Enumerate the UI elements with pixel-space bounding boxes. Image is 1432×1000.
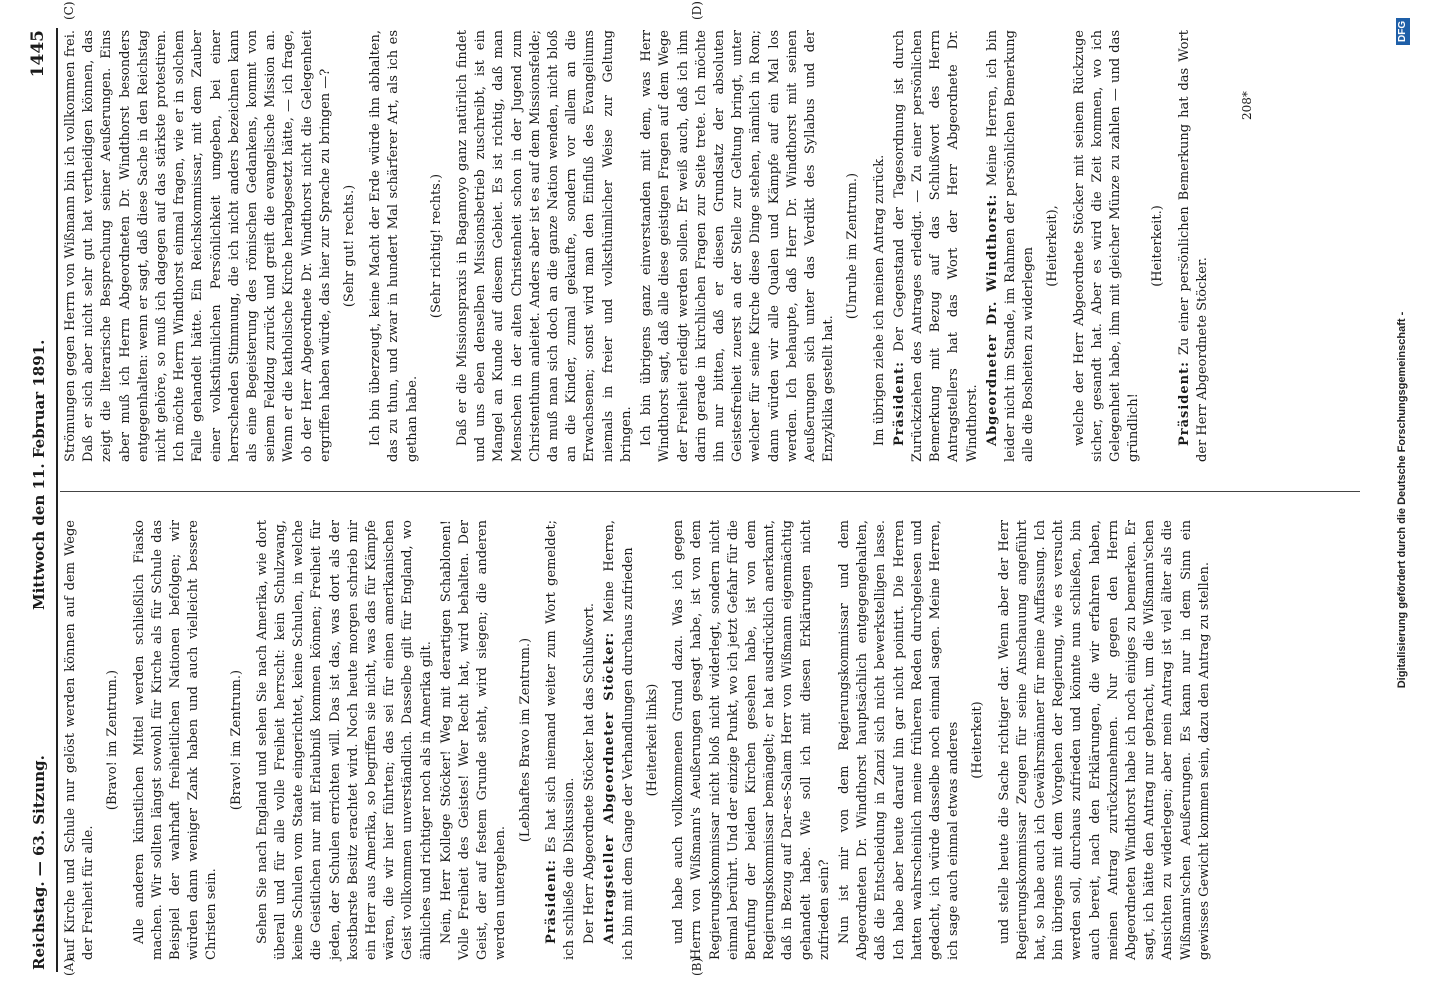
margin-marker-a: (A) <box>62 957 76 976</box>
speaker-paragraph <box>984 30 1039 462</box>
speaker-name: Präsident: <box>891 361 907 446</box>
paragraph: Nein, Herr Kollege Stöcker! Weg mit derartigen Schablonen! Volle Freiheit des Geistes! Wer Recht hat, wird behalten. Der Geist, der auf festem Grunde steht, wird siegen; die anderen werden untergehen. <box>438 520 509 960</box>
speaker-paragraph <box>601 520 637 960</box>
digitization-note-text: Digitalisierung gefördert durch die Deutsche Forschungsgemeinschaft - <box>1396 311 1408 689</box>
header-rule <box>56 28 58 972</box>
page-number: 1445 <box>28 30 48 78</box>
speech-text: Meine Herren, ich bin leider nicht im Stande, im Rahmen der persönlichen Bemerkung alle die Bosheiten zu widerlegen <box>984 29 1037 462</box>
interjection: (Sehr richtig! rechts.) <box>428 173 444 319</box>
speaker-paragraph <box>891 30 982 462</box>
paragraph: Strömungen gegen Herrn von Wißmann bin ich vollkommen frei. Daß er sich aber nicht sehr gut hat vertheidigen können, das zeigt die literarische Besprechung seiner Aeußerungen. Eins aber muß ich Herrn Abgeordneten Dr. Windthorst besonders entgegenhalten: wenn er sagt, daß diese Sache in den Reichstag nicht gehöre, so muß ich dagegen auf das stärkste protestiren. Ich möchte Herrn Windthorst einmal fragen, wie er in solchem Falle gehandelt hätte. Ein Reichskommissar, mit dem Zauber einer volksthümlichen Persönlichkeit umgeben, bei einer herrschenden Stimmung, die ich nicht anders bezeichnen kann als eine Begeisterung des römischen Gedankens, kommt von seinem Feldzug zurück und greift die evangelische Mission an. Wenn er die katholische Kirche herabgesetzt hätte, — ich frage, ob der Herr Abgeordnete Dr. Windthorst nicht die Gelegenheit ergriffen haben würde, das hier zur Sprache zu bringen —? <box>63 30 333 462</box>
speech-text: Der Gegenstand der Tagesordnung ist durch Zurückziehen des Antrages erledigt. — Zu einer persönlichen Bemerkung mit Bezug auf das Schlußwort des Herrn Antragstellers hat das Wort der Herr Abgeordnete Dr. Windthorst. <box>891 30 980 462</box>
page-code: 208* <box>1240 91 1254 120</box>
column-divider <box>60 491 1360 492</box>
interjection: (Bravo! im Zentrum.) <box>228 669 244 811</box>
interjection: (Heiterkeit), <box>1045 205 1061 287</box>
margin-marker-b: (B) <box>690 957 704 976</box>
interjection: (Sehr gut! rechts.) <box>342 184 358 308</box>
speaker-paragraph <box>543 520 579 960</box>
speaker-paragraph <box>1176 30 1212 462</box>
speaker-name: Antragsteller Abgeordneter Stöcker: <box>602 631 618 944</box>
interjection: (Heiterkeit links) <box>644 683 660 797</box>
header-date: Mittwoch den 11. Februar 1891. <box>30 339 48 610</box>
interjection: (Lebhaftes Bravo im Zentrum.) <box>517 637 533 843</box>
speaker-name: Präsident: <box>1176 361 1192 446</box>
speech-text: Meine Herren, ich bin mit dem Gange der Verhandlungen durchaus zufrieden <box>602 520 636 960</box>
paragraph: Der Herr Abgeordnete Stöcker hat das Schlußwort. <box>582 602 598 944</box>
interjection: (Bravo! im Zentrum.) <box>105 669 121 811</box>
dfg-logo: DFG <box>1396 18 1410 45</box>
interjection: (Heiterkeit) <box>970 701 986 779</box>
page-header <box>28 30 58 970</box>
left-column <box>62 520 1216 960</box>
right-column <box>62 30 1214 462</box>
speaker-name: Abgeordneter Dr. Windthorst: <box>984 193 1000 446</box>
paragraph: und stelle heute die Sache richtiger dar. Wenn aber der Herr Regierungskommissar Zeugen für seine Anschauung angeführt hat, so habe auch ich Gewährsmänner für meine Auffassung. Ich bin übrigens mit dem Vorgehen der Regierung, wie es versucht werden soll, durchaus zufrieden und könnte nun schließen, bin auch bereit, nach den Erklärungen, die wir erfahren haben, meinen Antrag zurückzunehmen. Nur gegen den Herrn Abgeordneten Windthorst habe ich noch einiges zu bemerken. Er sagt, ich hätte den Antrag nur gebracht, um die Wißmann'schen Ansichten zu widerlegen; aber mein Antrag ist viel älter als die Wißmann'schen Aeußerungen. Es kann nur in dem Sinn ein gewisses Gewicht kommen sein, dazu den Antrag zu stellen. <box>996 520 1212 960</box>
speech-text: Es hat sich niemand weiter zum Wort gemeldet; ich schließe die Diskussion. <box>543 520 578 960</box>
interjection: (Heiterkeit.) <box>1150 205 1166 287</box>
digitization-note <box>1396 0 1408 1000</box>
margin-marker-d: (D) <box>690 1 704 20</box>
paragraph: Ich bin überzeugt, keine Macht der Erde würde ihn abhalten, das zu thun, und zwar in hundert Mal schärferer Art, als ich es gethan habe. <box>368 30 420 462</box>
paragraph: Alle anderen künstlichen Mittel werden schließlich Fiasko machen. Wir sollten längst sowohl für Kirche als für Schule das Beispiel der wahrhaft freiheitlichen Nationen befolgen; wir würden dann weniger Zank haben und auch vielleicht bessere Christen sein. <box>131 520 220 960</box>
paragraph: Im übrigen ziehe ich meinen Antrag zurück. <box>871 154 887 446</box>
paragraph: Nun ist mir von dem Regierungskommissar und dem Abgeordneten Dr. Windthorst hauptsächlich entgegengehalten, daß die Entscheidung in Zanzi sich nicht bewerkstelligen lasse. Ich habe aber heute darauf hin gar nicht pointirt. Die Herren hatten wahrscheinlich meine früheren Reden durchgelesen und gedacht, ich würde dasselbe noch einmal sagen. Meine Herren, ich sage auch einmal etwas anderes <box>836 520 962 960</box>
paragraph: auf Kirche und Schule nur gelöst werden können auf dem Wege der Freiheit für alle. <box>63 520 97 960</box>
speaker-name: Präsident: <box>543 859 559 944</box>
paragraph: Daß er die Missionspraxis in Bagamoyo ganz natürlich findet und uns eben denselben Missionsbetrieb zuschreibt, ist ein Mangel an Kunde auf diesem Gebiet. Es ist richtig, daß man Menschen in der alten Christenheit schon in der Jugend zum Christenthum anleitet. Anders aber ist es auf dem Missionsfelde; da muß man sich doch an die ganze Nation wenden, nicht bloß an die Kinder, zumal gekaufte, sondern vor allem an die Erwachsenen; sonst wird man den Einfluß des Evangeliums niemals in freier und volksthümlicher Weise zur Geltung bringen. <box>455 30 634 462</box>
header-session: Reichstag. — 63. Sitzung. <box>30 755 48 970</box>
speech-text: Zu einer persönlichen Bemerkung hat das Wort der Herr Abgeordnete Stöcker. <box>1176 30 1210 462</box>
interjection: (Unruhe im Zentrum.) <box>845 172 861 320</box>
paragraph: Sehen Sie nach England und sehen Sie nach Amerika, wie dort überall und für alle volle Freiheit herrscht: kein Schulzwang, keine Schulen vom Staate eingerichtet, keine Schulen, in welche die Geistlichen nur mit Erlaubniß kommen können; Freiheit für jeden, der Schulen errichten will. Das ist das, was dort als der kostbarste Besitz erachtet wird. Noch heute morgen schrieb mir ein Herr aus Amerika, so begriffen sie nicht, was das für Kämpfe wären, die wir hier führten; das sei für einen amerikanischen Geist vollkommen unverständlich. Dasselbe gilt für England, wo ähnliches und richtiger noch als in Amerika gilt. <box>254 520 434 960</box>
paragraph: und habe auch vollkommenen Grund dazu. Was ich gegen Herrn von Wißmann's Aeußerungen gesagt habe, ist von dem Regierungskommissar nicht bloß nicht widerlegt, sondern nicht einmal berührt. Und der einzige Punkt, wo ich jetzt Gefahr für die Berufung der beiden Kirchen gesehen habe, ist von dem Regierungskommissar bemängelt; er hat ausdrücklich anerkannt, daß in Bezug auf Dar-es-Salam Herr von Wißmann eigenmächtig gehandelt habe. Wie soll ich mit diesen Erklärungen nicht zufrieden sein? <box>671 520 832 960</box>
paragraph: welche der Herr Abgeordnete Stöcker mit seinem Rückzuge sicher, gesandt hat. Aber es wird die Zeit kommen, wo ich Gelegenheit habe, ihm mit gleicher Münze zu zahlen — und das gründlich! <box>1071 30 1142 462</box>
paragraph: Ich bin übrigens ganz einverstanden mit dem, was Herr Windthorst sagt, daß alle diese geistigen Fragen auf dem Wege der Freiheit erledigt werden sollen. Er weiß auch, daß ich ihm darin gerade in kirchlichen Fragen zur Seite trete. Ich möchte ihn nur bitten, daß er diesen Grundsatz der absoluten Geistesfreiheit zuerst an der Stelle zur Geltung bringt, unter welcher für seine Kirche diese Dinge stehen, nämlich in Rom; dann würden wir alle Qualen und Kämpfe auf ein Mal los werden. Ich behaupte, daß Herr Dr. Windthorst mit seinen Aeußerungen sich unter das Verdikt des Syllabus und der Enzyklika gestellt hat. <box>639 30 837 462</box>
margin-marker-c: (C) <box>62 1 76 20</box>
